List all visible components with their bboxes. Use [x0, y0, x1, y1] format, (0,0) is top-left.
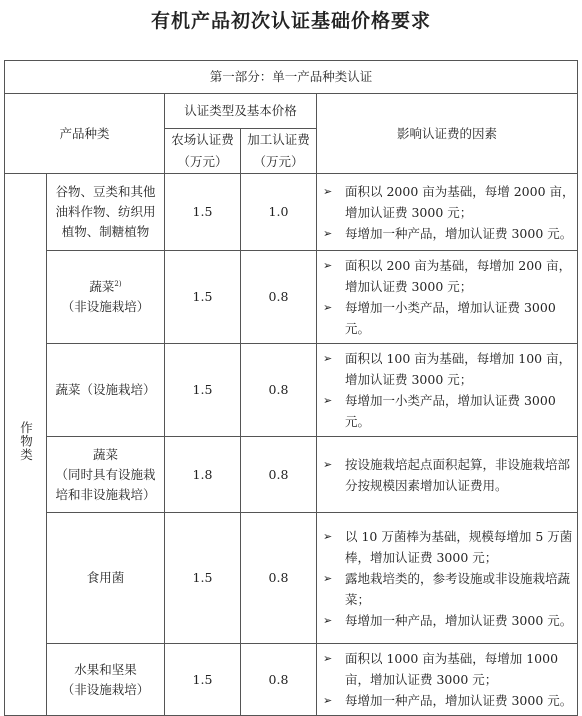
product-line	[51, 297, 160, 317]
product-cell	[47, 437, 165, 513]
bullet-arrow-icon: ➢	[323, 652, 333, 665]
part-row	[5, 61, 578, 94]
farm-fee-value: 1.5	[165, 344, 241, 437]
header-row-1	[5, 94, 578, 129]
bullet-arrow-icon: ➢	[323, 571, 333, 585]
product-line	[51, 445, 160, 465]
bullet-arrow-icon: ➢	[323, 457, 333, 471]
bullet-arrow-icon: ➢	[323, 301, 333, 314]
process-fee-unit: （万元）	[253, 154, 304, 169]
farm-fee-value: 1.5	[165, 513, 241, 644]
factors-cell	[317, 344, 578, 437]
factor-item	[323, 181, 575, 223]
bullet-arrow-icon: ➢	[323, 226, 333, 240]
table-row	[5, 513, 578, 644]
product-line-text: 蔬菜	[89, 279, 115, 294]
part-title: 第一部分：单一产品种类认证	[5, 61, 578, 94]
factor-item	[323, 390, 575, 432]
product-line	[51, 568, 160, 588]
product-line	[51, 680, 160, 700]
product-line	[51, 660, 160, 680]
factor-text: 每增加一种产品，增加认证费 3000 元。	[345, 693, 573, 708]
product-line	[51, 202, 160, 222]
factors-cell	[317, 174, 578, 251]
farm-fee-value: 1.5	[165, 174, 241, 251]
process-fee-value: 1.0	[241, 174, 317, 251]
product-cell	[47, 174, 165, 251]
factor-item	[323, 610, 575, 631]
factor-text: 以 10 万菌棒为基础，规模每增加 5 万菌棒，增加认证费 3000 元；	[345, 528, 573, 565]
table-body	[5, 174, 578, 716]
farm-fee-value: 1.5	[165, 644, 241, 716]
table-row	[5, 174, 578, 251]
bullet-arrow-icon: ➢	[323, 259, 333, 272]
table-row	[5, 344, 578, 437]
product-line	[51, 277, 160, 297]
factor-item	[323, 223, 575, 244]
product-line-text: 培和非设施栽培）	[55, 486, 156, 502]
process-fee-value: 0.8	[241, 344, 317, 437]
process-fee-label: 加工认证费	[247, 132, 310, 147]
factors-cell	[317, 513, 578, 644]
product-line-text: 蔬菜	[92, 446, 118, 462]
bullet-arrow-icon: ➢	[323, 394, 333, 407]
factor-text: 面积以 200 亩为基础，每增加 200 亩，增加认证费 3000 元；	[345, 258, 572, 294]
product-line-text: 植物、制糖植物	[61, 224, 150, 239]
product-line	[51, 182, 160, 202]
header-process-fee	[241, 129, 317, 174]
product-line	[51, 465, 160, 485]
factor-item	[323, 454, 575, 496]
factor-text: 面积以 100 亩为基础，每增加 100 亩，增加认证费 3000 元；	[345, 351, 572, 387]
factor-text: 每增加一小类产品，增加认证费 3000 元。	[345, 393, 556, 429]
factors-cell	[317, 251, 578, 344]
factor-text: 面积以 2000 亩为基础，每增 2000 亩，增加认证费 3000 元；	[345, 183, 575, 220]
header-product-type: 产品种类	[5, 94, 165, 174]
process-fee-value: 0.8	[241, 437, 317, 513]
factor-item	[323, 568, 575, 610]
bullet-arrow-icon: ➢	[323, 613, 333, 627]
table-row	[5, 437, 578, 513]
product-cell	[47, 513, 165, 644]
farm-fee-label: 农场认证费	[171, 132, 234, 147]
header-farm-fee	[165, 129, 241, 174]
product-line-text: 油料作物、纺织用	[55, 204, 156, 219]
process-fee-value: 0.8	[241, 644, 317, 716]
product-line	[51, 380, 160, 400]
product-line-text: 谷物、豆类和其他	[55, 184, 156, 199]
factors-cell	[317, 644, 578, 716]
factor-item	[323, 255, 575, 297]
product-line-text: 水果和坚果	[74, 661, 137, 677]
factor-text: 露地栽培类的，参考设施或非设施栽培蔬菜；	[345, 570, 571, 607]
factor-text: 每增加一种产品，增加认证费 3000 元。	[345, 225, 573, 241]
category-label: 作物类	[18, 420, 34, 462]
footnote-marker: 2)	[114, 279, 122, 288]
pricing-table	[4, 60, 578, 716]
factor-item	[323, 648, 575, 690]
document-title: 有机产品初次认证基础价格要求	[150, 10, 431, 32]
factors-cell	[317, 437, 578, 513]
farm-fee-value: 1.8	[165, 437, 241, 513]
bullet-arrow-icon: ➢	[323, 352, 333, 365]
farm-fee-value: 1.5	[165, 251, 241, 344]
factor-text: 每增加一小类产品，增加认证费 3000 元。	[345, 300, 556, 336]
process-fee-value: 0.8	[241, 513, 317, 644]
product-line-text: （同时具有设施栽	[55, 466, 156, 482]
header-cert-type-price: 认证类型及基本价格	[165, 94, 317, 129]
factor-text: 每增加一种产品，增加认证费 3000 元。	[345, 612, 573, 628]
factor-item	[323, 348, 575, 390]
factor-text: 面积以 1000 亩为基础，每增加 1000 亩，增加认证费 3000 元；	[345, 651, 559, 687]
bullet-arrow-icon: ➢	[323, 184, 333, 198]
factor-item	[323, 690, 575, 711]
process-fee-value: 0.8	[241, 251, 317, 344]
product-cell	[47, 251, 165, 344]
product-line	[51, 222, 160, 242]
product-line-text: 食用菌	[86, 570, 125, 585]
bullet-arrow-icon: ➢	[323, 529, 333, 543]
product-line-text: （非设施栽培）	[61, 681, 150, 697]
product-cell	[47, 344, 165, 437]
product-line-text: （非设施栽培）	[61, 299, 150, 314]
category-cell	[5, 174, 47, 716]
bullet-arrow-icon: ➢	[323, 694, 333, 707]
farm-fee-unit: （万元）	[177, 154, 228, 169]
product-line	[51, 485, 160, 505]
product-cell	[47, 644, 165, 716]
header-factors: 影响认证费的因素	[317, 94, 578, 174]
table-row	[5, 251, 578, 344]
factor-text: 按设施栽培起点面积起算，非设施栽培部分按规模因素增加认证费用。	[345, 456, 571, 493]
factor-item	[323, 297, 575, 339]
table-row	[5, 644, 578, 716]
product-line-text: 蔬菜（设施栽培）	[55, 382, 156, 397]
factor-item	[323, 526, 575, 568]
